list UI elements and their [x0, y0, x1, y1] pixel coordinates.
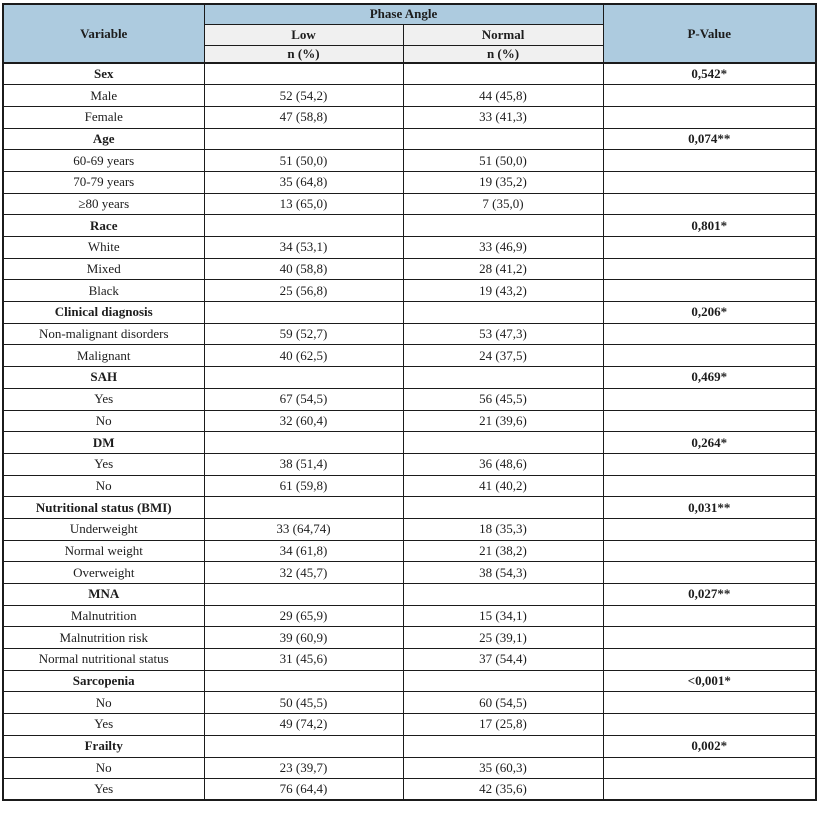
cell-low	[204, 302, 403, 324]
table-row	[3, 323, 816, 345]
cell-variable: No	[3, 757, 204, 779]
cell-normal	[403, 584, 603, 606]
table-row	[3, 540, 816, 562]
cell-low: 34 (61,8)	[204, 540, 403, 562]
cell-normal: 56 (45,5)	[403, 388, 603, 410]
category-row	[3, 432, 816, 454]
cell-p-value	[603, 280, 816, 302]
cell-p-value	[603, 258, 816, 280]
table-row	[3, 692, 816, 714]
cell-normal: 33 (46,9)	[403, 237, 603, 259]
cell-p-value: 0,027**	[603, 584, 816, 606]
cell-p-value: 0,206*	[603, 302, 816, 324]
header-phase-angle: Phase Angle	[204, 4, 603, 24]
cell-low	[204, 497, 403, 519]
cell-normal: 53 (47,3)	[403, 323, 603, 345]
cell-p-value	[603, 692, 816, 714]
cell-low: 34 (53,1)	[204, 237, 403, 259]
cell-variable: Yes	[3, 779, 204, 801]
cell-low: 31 (45,6)	[204, 649, 403, 671]
cell-low: 40 (62,5)	[204, 345, 403, 367]
phase-angle-table	[2, 3, 817, 801]
cell-normal	[403, 215, 603, 237]
cell-low: 33 (64,74)	[204, 518, 403, 540]
cell-p-value	[603, 757, 816, 779]
cell-p-value	[603, 562, 816, 584]
cell-variable: DM	[3, 432, 204, 454]
cell-variable: Mixed	[3, 258, 204, 280]
cell-normal: 19 (35,2)	[403, 171, 603, 193]
table-row	[3, 605, 816, 627]
cell-low: 29 (65,9)	[204, 605, 403, 627]
cell-normal: 18 (35,3)	[403, 518, 603, 540]
cell-variable: No	[3, 692, 204, 714]
cell-p-value	[603, 453, 816, 475]
cell-low	[204, 584, 403, 606]
cell-p-value	[603, 714, 816, 736]
cell-variable: White	[3, 237, 204, 259]
cell-variable: Yes	[3, 388, 204, 410]
cell-p-value	[603, 627, 816, 649]
cell-normal	[403, 63, 603, 85]
cell-normal: 21 (38,2)	[403, 540, 603, 562]
cell-variable: Normal nutritional status	[3, 649, 204, 671]
cell-variable: 60-69 years	[3, 150, 204, 172]
cell-low: 35 (64,8)	[204, 171, 403, 193]
cell-low: 40 (58,8)	[204, 258, 403, 280]
cell-p-value: 0,542*	[603, 63, 816, 85]
cell-variable: Underweight	[3, 518, 204, 540]
cell-p-value	[603, 475, 816, 497]
table-row	[3, 453, 816, 475]
cell-variable: MNA	[3, 584, 204, 606]
table-row	[3, 193, 816, 215]
cell-low	[204, 215, 403, 237]
table-row	[3, 150, 816, 172]
cell-p-value	[603, 323, 816, 345]
category-row	[3, 63, 816, 85]
cell-variable: Overweight	[3, 562, 204, 584]
cell-normal: 17 (25,8)	[403, 714, 603, 736]
table-header	[3, 4, 816, 63]
table-row	[3, 106, 816, 128]
cell-normal	[403, 497, 603, 519]
table-row	[3, 714, 816, 736]
header-low-unit: n (%)	[204, 45, 403, 63]
cell-normal: 24 (37,5)	[403, 345, 603, 367]
cell-variable: Race	[3, 215, 204, 237]
header-variable: Variable	[3, 4, 204, 63]
cell-variable: Black	[3, 280, 204, 302]
table-row	[3, 475, 816, 497]
cell-p-value	[603, 649, 816, 671]
cell-variable: Malnutrition	[3, 605, 204, 627]
cell-low	[204, 735, 403, 757]
cell-normal: 44 (45,8)	[403, 85, 603, 107]
cell-p-value	[603, 518, 816, 540]
table-body	[3, 63, 816, 800]
cell-normal	[403, 128, 603, 150]
cell-p-value	[603, 540, 816, 562]
cell-normal: 37 (54,4)	[403, 649, 603, 671]
cell-p-value	[603, 171, 816, 193]
cell-low: 25 (56,8)	[204, 280, 403, 302]
cell-variable: Nutritional status (BMI)	[3, 497, 204, 519]
cell-low	[204, 670, 403, 692]
table-row	[3, 649, 816, 671]
table-row	[3, 345, 816, 367]
cell-normal: 25 (39,1)	[403, 627, 603, 649]
cell-variable: Non-malignant disorders	[3, 323, 204, 345]
cell-variable: Malignant	[3, 345, 204, 367]
cell-variable: Female	[3, 106, 204, 128]
cell-variable: Yes	[3, 714, 204, 736]
cell-p-value	[603, 85, 816, 107]
cell-variable: Malnutrition risk	[3, 627, 204, 649]
table-row	[3, 410, 816, 432]
category-row	[3, 735, 816, 757]
cell-variable: No	[3, 410, 204, 432]
cell-low	[204, 63, 403, 85]
cell-normal: 7 (35,0)	[403, 193, 603, 215]
cell-low: 50 (45,5)	[204, 692, 403, 714]
cell-p-value	[603, 150, 816, 172]
table-row	[3, 388, 816, 410]
cell-variable: Normal weight	[3, 540, 204, 562]
table-row	[3, 779, 816, 801]
cell-normal: 51 (50,0)	[403, 150, 603, 172]
cell-p-value	[603, 779, 816, 801]
table-row	[3, 85, 816, 107]
cell-variable: Male	[3, 85, 204, 107]
cell-variable: ≥80 years	[3, 193, 204, 215]
header-normal-unit: n (%)	[403, 45, 603, 63]
cell-normal: 60 (54,5)	[403, 692, 603, 714]
cell-normal	[403, 302, 603, 324]
table-row	[3, 280, 816, 302]
category-row	[3, 670, 816, 692]
header-normal: Normal	[403, 24, 603, 45]
cell-variable: 70-79 years	[3, 171, 204, 193]
cell-low: 52 (54,2)	[204, 85, 403, 107]
cell-p-value: 0,801*	[603, 215, 816, 237]
cell-variable: Sarcopenia	[3, 670, 204, 692]
cell-p-value	[603, 106, 816, 128]
cell-low	[204, 432, 403, 454]
cell-variable: Sex	[3, 63, 204, 85]
table-row	[3, 518, 816, 540]
cell-p-value: <0,001*	[603, 670, 816, 692]
table-row	[3, 562, 816, 584]
category-row	[3, 584, 816, 606]
table-row	[3, 171, 816, 193]
cell-normal	[403, 367, 603, 389]
category-row	[3, 128, 816, 150]
cell-normal: 28 (41,2)	[403, 258, 603, 280]
cell-variable: Yes	[3, 453, 204, 475]
cell-p-value: 0,469*	[603, 367, 816, 389]
cell-p-value: 0,031**	[603, 497, 816, 519]
cell-variable: Clinical diagnosis	[3, 302, 204, 324]
table-row	[3, 627, 816, 649]
cell-normal	[403, 735, 603, 757]
cell-p-value	[603, 410, 816, 432]
cell-variable: No	[3, 475, 204, 497]
cell-p-value	[603, 605, 816, 627]
category-row	[3, 367, 816, 389]
cell-normal: 38 (54,3)	[403, 562, 603, 584]
cell-low: 13 (65,0)	[204, 193, 403, 215]
cell-low: 38 (51,4)	[204, 453, 403, 475]
table-row	[3, 258, 816, 280]
cell-p-value	[603, 388, 816, 410]
cell-low: 39 (60,9)	[204, 627, 403, 649]
cell-normal: 19 (43,2)	[403, 280, 603, 302]
header-row-top	[3, 4, 816, 24]
category-row	[3, 215, 816, 237]
cell-low: 59 (52,7)	[204, 323, 403, 345]
cell-low: 49 (74,2)	[204, 714, 403, 736]
cell-normal	[403, 670, 603, 692]
cell-low: 32 (60,4)	[204, 410, 403, 432]
cell-normal: 35 (60,3)	[403, 757, 603, 779]
cell-p-value	[603, 345, 816, 367]
cell-normal: 41 (40,2)	[403, 475, 603, 497]
table-row	[3, 237, 816, 259]
cell-normal: 42 (35,6)	[403, 779, 603, 801]
cell-normal: 33 (41,3)	[403, 106, 603, 128]
cell-p-value	[603, 237, 816, 259]
cell-low	[204, 367, 403, 389]
cell-variable: SAH	[3, 367, 204, 389]
category-row	[3, 302, 816, 324]
cell-low: 51 (50,0)	[204, 150, 403, 172]
cell-normal: 36 (48,6)	[403, 453, 603, 475]
cell-p-value	[603, 193, 816, 215]
cell-normal: 15 (34,1)	[403, 605, 603, 627]
cell-p-value: 0,264*	[603, 432, 816, 454]
cell-low: 67 (54,5)	[204, 388, 403, 410]
cell-p-value: 0,002*	[603, 735, 816, 757]
cell-normal: 21 (39,6)	[403, 410, 603, 432]
cell-variable: Frailty	[3, 735, 204, 757]
header-low: Low	[204, 24, 403, 45]
cell-low: 61 (59,8)	[204, 475, 403, 497]
header-p-value: P-Value	[603, 4, 816, 63]
cell-low	[204, 128, 403, 150]
cell-low: 47 (58,8)	[204, 106, 403, 128]
cell-variable: Age	[3, 128, 204, 150]
cell-p-value: 0,074**	[603, 128, 816, 150]
cell-normal	[403, 432, 603, 454]
cell-low: 32 (45,7)	[204, 562, 403, 584]
category-row	[3, 497, 816, 519]
cell-low: 76 (64,4)	[204, 779, 403, 801]
cell-low: 23 (39,7)	[204, 757, 403, 779]
table-row	[3, 757, 816, 779]
